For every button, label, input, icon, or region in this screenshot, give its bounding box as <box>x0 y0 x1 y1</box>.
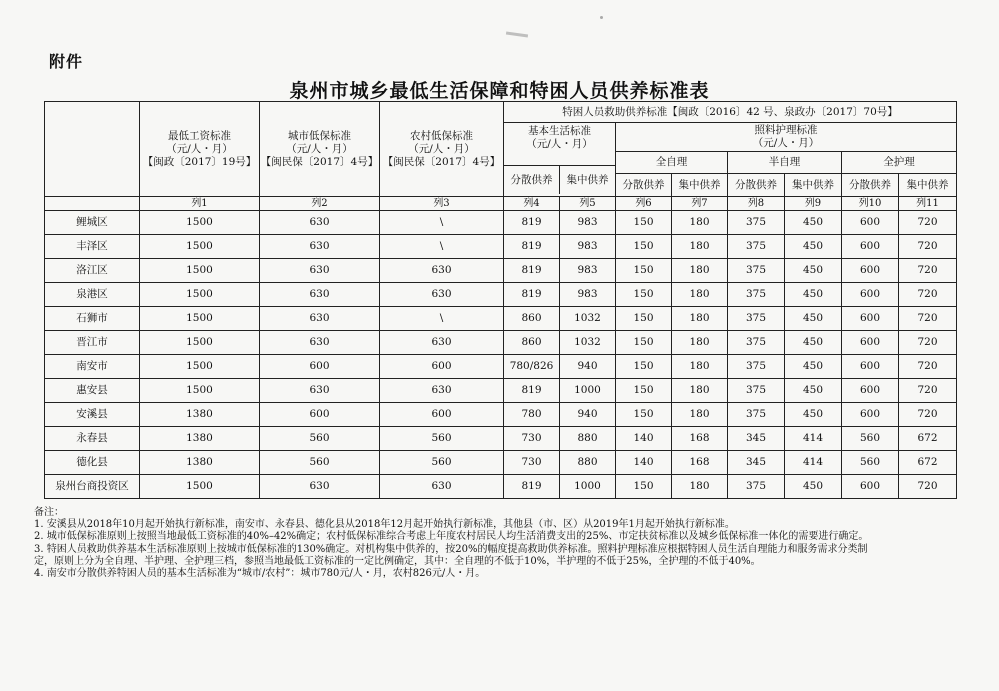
area-name-cell: 永春县 <box>45 427 140 451</box>
table-row <box>45 451 957 475</box>
value-cell-col7: 168 <box>672 427 728 451</box>
value-cell-col2: 630 <box>260 307 380 331</box>
value-cell-col11: 720 <box>899 211 957 235</box>
table-row <box>45 259 957 283</box>
area-name-cell: 南安市 <box>45 355 140 379</box>
table-row <box>45 283 957 307</box>
attachment-label: 附件 <box>49 52 84 71</box>
value-cell-col7: 180 <box>672 211 728 235</box>
value-cell-col1: 1380 <box>140 403 260 427</box>
self-care-header: 全自理 <box>616 152 728 174</box>
value-cell-col1: 1500 <box>140 355 260 379</box>
col-index-10: 列10 <box>842 197 899 211</box>
value-cell-col2: 600 <box>260 403 380 427</box>
table-row <box>45 403 957 427</box>
value-cell-col4: 819 <box>504 259 560 283</box>
value-cell-col7: 180 <box>672 307 728 331</box>
value-cell-col3: 630 <box>380 283 504 307</box>
col-index-5: 列5 <box>560 197 616 211</box>
value-cell-col2: 630 <box>260 331 380 355</box>
col-index-6: 列6 <box>616 197 672 211</box>
value-cell-col1: 1500 <box>140 211 260 235</box>
value-cell-col2: 630 <box>260 211 380 235</box>
value-cell-col8: 345 <box>728 451 785 475</box>
value-cell-col1: 1500 <box>140 283 260 307</box>
basic-dispersed-header: 分散供养 <box>504 166 560 194</box>
value-cell-col11: 672 <box>899 451 957 475</box>
area-header-cell <box>45 102 140 197</box>
value-cell-col4: 860 <box>504 307 560 331</box>
value-cell-col11: 720 <box>899 475 957 499</box>
value-cell-col1: 1500 <box>140 235 260 259</box>
value-cell-col9: 450 <box>785 283 842 307</box>
note-2: 2. 城市低保标准原则上按照当地最低工资标准的40%–42%确定；农村低保标准综合考虑上年度农村居民人均生活消费支出的25%、市定扶贫标准以及城乡低保标准一体化的需要进行确定。 <box>34 531 869 543</box>
value-cell-col4: 819 <box>504 235 560 259</box>
value-cell-col11: 672 <box>899 427 957 451</box>
value-cell-col1: 1500 <box>140 379 260 403</box>
value-cell-col8: 375 <box>728 403 785 427</box>
value-cell-col7: 180 <box>672 379 728 403</box>
value-cell-col6: 150 <box>616 355 672 379</box>
value-cell-col5: 880 <box>560 427 616 451</box>
value-cell-col3: 560 <box>380 451 504 475</box>
value-cell-col7: 180 <box>672 259 728 283</box>
scan-artifact <box>600 16 603 19</box>
value-cell-col10: 600 <box>842 283 899 307</box>
value-cell-col5: 983 <box>560 211 616 235</box>
table-row <box>45 427 957 451</box>
notes-section <box>34 507 964 580</box>
value-cell-col1: 1500 <box>140 331 260 355</box>
value-cell-col4: 730 <box>504 427 560 451</box>
value-cell-col3: 630 <box>380 475 504 499</box>
value-cell-col7: 180 <box>672 355 728 379</box>
area-name-cell: 石狮市 <box>45 307 140 331</box>
value-cell-col7: 180 <box>672 283 728 307</box>
table-row <box>45 211 957 235</box>
value-cell-col9: 414 <box>785 427 842 451</box>
special-support-header: 特困人员救助供养标准【闽政〔2016〕42 号、泉政办〔2017〕70号】 <box>504 102 957 123</box>
value-cell-col5: 940 <box>560 355 616 379</box>
value-cell-col6: 150 <box>616 379 672 403</box>
value-cell-col5: 1032 <box>560 331 616 355</box>
value-cell-col6: 140 <box>616 427 672 451</box>
self-centralized-header: 集中供养 <box>672 174 728 197</box>
value-cell-col9: 450 <box>785 475 842 499</box>
value-cell-col11: 720 <box>899 379 957 403</box>
value-cell-col3: 630 <box>380 379 504 403</box>
value-cell-col10: 600 <box>842 235 899 259</box>
table-row <box>45 235 957 259</box>
value-cell-col10: 600 <box>842 211 899 235</box>
value-cell-col2: 630 <box>260 379 380 403</box>
value-cell-col5: 940 <box>560 403 616 427</box>
value-cell-col5: 983 <box>560 283 616 307</box>
area-name-cell: 丰泽区 <box>45 235 140 259</box>
table-row <box>45 307 957 331</box>
table-row <box>45 355 957 379</box>
value-cell-col8: 375 <box>728 331 785 355</box>
full-dispersed-header: 分散供养 <box>842 174 899 197</box>
value-cell-col3: 630 <box>380 259 504 283</box>
value-cell-col8: 375 <box>728 211 785 235</box>
value-cell-col8: 375 <box>728 259 785 283</box>
value-cell-col6: 150 <box>616 283 672 307</box>
urban-header: 城市低保标准 （元/人・月） 【闽民保〔2017〕4号】 <box>260 102 380 197</box>
basic-living-header: 基本生活标准 （元/人・月） 分散供养 集中供养 <box>504 123 616 197</box>
value-cell-col11: 720 <box>899 355 957 379</box>
value-cell-col1: 1380 <box>140 427 260 451</box>
area-name-cell: 洛江区 <box>45 259 140 283</box>
value-cell-col8: 375 <box>728 283 785 307</box>
value-cell-col10: 560 <box>842 427 899 451</box>
document-title: 泉州市城乡最低生活保障和特困人员供养标准表 <box>289 80 710 102</box>
value-cell-col4: 730 <box>504 451 560 475</box>
value-cell-col10: 600 <box>842 307 899 331</box>
semi-care-header: 半自理 <box>728 152 842 174</box>
value-cell-col6: 150 <box>616 259 672 283</box>
area-name-cell: 惠安县 <box>45 379 140 403</box>
value-cell-col8: 375 <box>728 475 785 499</box>
value-cell-col3: 560 <box>380 427 504 451</box>
col-index-7: 列7 <box>672 197 728 211</box>
value-cell-col3: \ <box>380 211 504 235</box>
value-cell-col1: 1500 <box>140 307 260 331</box>
value-cell-col6: 150 <box>616 331 672 355</box>
value-cell-col9: 414 <box>785 451 842 475</box>
col-index-8: 列8 <box>728 197 785 211</box>
value-cell-col9: 450 <box>785 307 842 331</box>
value-cell-col5: 880 <box>560 451 616 475</box>
note-4: 4. 南安市分散供养特困人员的基本生活标准为“城市/农村”：城市780元/人・月，农村826元/人・月。 <box>34 568 486 580</box>
value-cell-col3: 630 <box>380 331 504 355</box>
value-cell-col3: \ <box>380 307 504 331</box>
value-cell-col6: 150 <box>616 235 672 259</box>
table-body <box>45 211 957 499</box>
value-cell-col10: 600 <box>842 475 899 499</box>
value-cell-col6: 140 <box>616 451 672 475</box>
area-name-cell: 鲤城区 <box>45 211 140 235</box>
value-cell-col7: 180 <box>672 475 728 499</box>
note-3-cont: 定，原则上分为全自理、半护理、全护理三档，参照当地最低工资标准的一定比例确定，其中：全自理的不低于10%，半护理的不低于25%，全护理的不低于40%。 <box>34 555 761 567</box>
table-row <box>45 475 957 499</box>
value-cell-col9: 450 <box>785 355 842 379</box>
value-cell-col2: 630 <box>260 475 380 499</box>
value-cell-col10: 560 <box>842 451 899 475</box>
notes-heading: 备注： <box>34 507 64 518</box>
area-name-cell: 泉州台商投资区 <box>45 475 140 499</box>
value-cell-col3: 600 <box>380 403 504 427</box>
value-cell-col4: 819 <box>504 211 560 235</box>
value-cell-col4: 860 <box>504 331 560 355</box>
value-cell-col11: 720 <box>899 259 957 283</box>
value-cell-col7: 180 <box>672 235 728 259</box>
value-cell-col1: 1380 <box>140 451 260 475</box>
value-cell-col2: 630 <box>260 283 380 307</box>
value-cell-col3: \ <box>380 235 504 259</box>
value-cell-col10: 600 <box>842 331 899 355</box>
value-cell-col8: 375 <box>728 355 785 379</box>
value-cell-col2: 630 <box>260 259 380 283</box>
col-index-9: 列9 <box>785 197 842 211</box>
value-cell-col9: 450 <box>785 211 842 235</box>
value-cell-col4: 780/826 <box>504 355 560 379</box>
rural-header: 农村低保标准 （元/人・月） 【闽民保〔2017〕4号】 <box>380 102 504 197</box>
self-dispersed-header: 分散供养 <box>616 174 672 197</box>
value-cell-col6: 150 <box>616 403 672 427</box>
value-cell-col8: 345 <box>728 427 785 451</box>
value-cell-col5: 1032 <box>560 307 616 331</box>
value-cell-col4: 819 <box>504 475 560 499</box>
value-cell-col1: 1500 <box>140 475 260 499</box>
value-cell-col5: 983 <box>560 259 616 283</box>
col-index-4: 列4 <box>504 197 560 211</box>
value-cell-col10: 600 <box>842 403 899 427</box>
col-index-blank <box>45 197 140 211</box>
value-cell-col9: 450 <box>785 235 842 259</box>
table-row <box>45 331 957 355</box>
value-cell-col5: 1000 <box>560 379 616 403</box>
semi-dispersed-header: 分散供养 <box>728 174 785 197</box>
area-name-cell: 泉港区 <box>45 283 140 307</box>
value-cell-col10: 600 <box>842 379 899 403</box>
value-cell-col11: 720 <box>899 331 957 355</box>
value-cell-col11: 720 <box>899 283 957 307</box>
value-cell-col6: 150 <box>616 211 672 235</box>
value-cell-col5: 1000 <box>560 475 616 499</box>
care-header: 照料护理标准 （元/人・月） <box>616 123 957 152</box>
table-row <box>45 379 957 403</box>
value-cell-col11: 720 <box>899 307 957 331</box>
value-cell-col9: 450 <box>785 259 842 283</box>
value-cell-col8: 375 <box>728 379 785 403</box>
value-cell-col6: 150 <box>616 475 672 499</box>
value-cell-col4: 819 <box>504 379 560 403</box>
col-index-1: 列1 <box>140 197 260 211</box>
value-cell-col7: 168 <box>672 451 728 475</box>
value-cell-col10: 600 <box>842 259 899 283</box>
standards-table <box>44 101 957 499</box>
value-cell-col2: 600 <box>260 355 380 379</box>
value-cell-col6: 150 <box>616 307 672 331</box>
value-cell-col7: 180 <box>672 403 728 427</box>
full-centralized-header: 集中供养 <box>899 174 957 197</box>
value-cell-col7: 180 <box>672 331 728 355</box>
value-cell-col4: 780 <box>504 403 560 427</box>
value-cell-col5: 983 <box>560 235 616 259</box>
basic-centralized-header: 集中供养 <box>566 174 609 186</box>
area-name-cell: 德化县 <box>45 451 140 475</box>
value-cell-col2: 630 <box>260 235 380 259</box>
value-cell-col3: 600 <box>380 355 504 379</box>
value-cell-col9: 450 <box>785 403 842 427</box>
area-name-cell: 安溪县 <box>45 403 140 427</box>
value-cell-col11: 720 <box>899 403 957 427</box>
area-name-cell: 晋江市 <box>45 331 140 355</box>
col-index-3: 列3 <box>380 197 504 211</box>
col-index-2: 列2 <box>260 197 380 211</box>
value-cell-col2: 560 <box>260 451 380 475</box>
value-cell-col8: 375 <box>728 235 785 259</box>
min-wage-header: 最低工资标准 （元/人・月） 【闽政〔2017〕19号】 <box>140 102 260 197</box>
note-1: 1. 安溪县从2018年10月起开始执行新标准，南安市、永春县、德化县从2018年12月起开始执行新标准，其他县（市、区）从2019年1月起开始执行新标准。 <box>34 519 735 531</box>
value-cell-col4: 819 <box>504 283 560 307</box>
value-cell-col9: 450 <box>785 331 842 355</box>
col-index-11: 列11 <box>899 197 957 211</box>
value-cell-col1: 1500 <box>140 259 260 283</box>
value-cell-col10: 600 <box>842 355 899 379</box>
full-care-header: 全护理 <box>842 152 957 174</box>
value-cell-col9: 450 <box>785 379 842 403</box>
value-cell-col11: 720 <box>899 235 957 259</box>
value-cell-col2: 560 <box>260 427 380 451</box>
note-3: 3. 特困人员救助供养基本生活标准原则上按城市低保标准的130%确定。对机构集中供养的，按20%的幅度提高救助供养标准。照料护理标准应根据特困人员生活自理能力和服务需求分类制 <box>34 543 868 555</box>
value-cell-col8: 375 <box>728 307 785 331</box>
semi-centralized-header: 集中供养 <box>785 174 842 197</box>
scan-artifact <box>506 31 528 37</box>
